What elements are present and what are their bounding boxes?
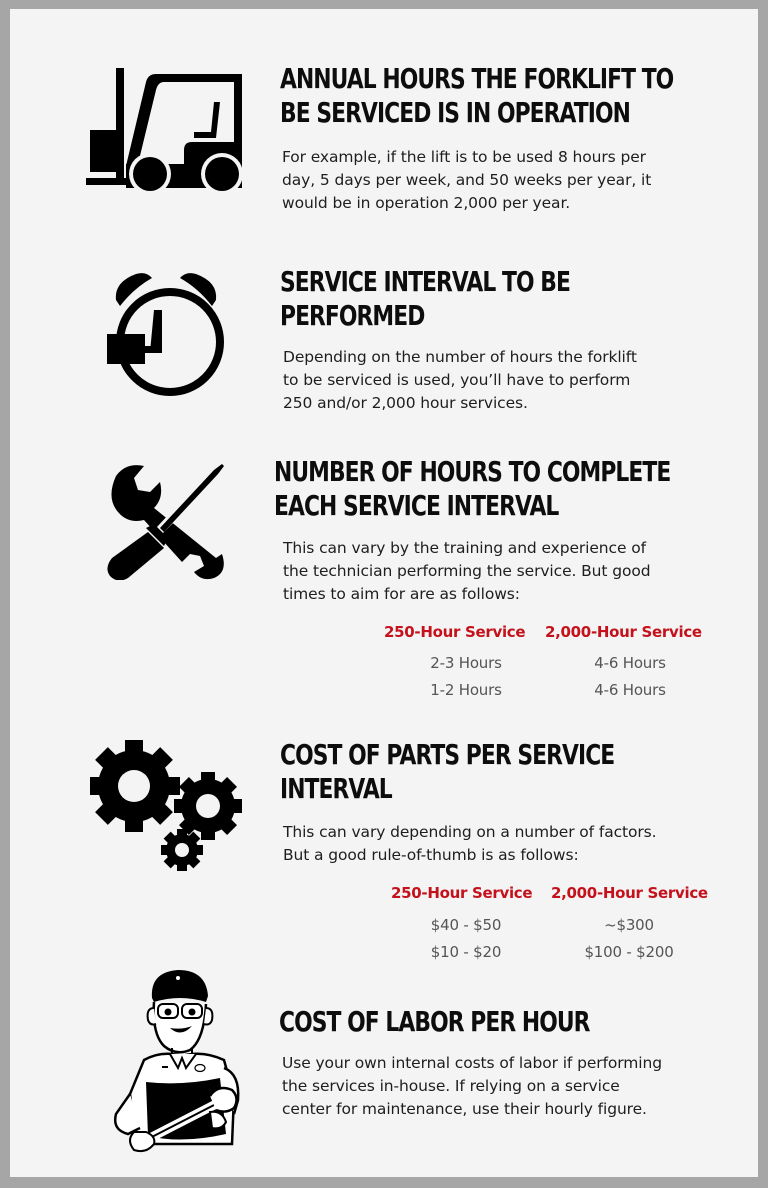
title-line: EACH SERVICE INTERVAL	[274, 489, 559, 522]
section-3-title	[274, 455, 670, 523]
body-line: the services in-house. If relying on a service	[282, 1077, 620, 1095]
wrench-screwdriver-icon	[104, 462, 228, 580]
body-line: would be in operation 2,000 per year.	[282, 194, 571, 212]
section-4-title	[280, 738, 614, 806]
section-4-body	[283, 821, 656, 867]
body-line: This can vary depending on a number of factors.	[283, 823, 657, 841]
section-1-body	[282, 146, 651, 215]
body-line: day, 5 days per week, and 50 weeks per year, it	[282, 171, 652, 189]
table-header: 250-Hour Service	[391, 884, 533, 902]
body-line: times to aim for are as follows:	[283, 585, 520, 603]
title-line: SERVICE INTERVAL TO BE	[280, 265, 570, 298]
gears-icon	[90, 740, 242, 872]
body-line: For example, if the lift is to be used 8 hours per	[282, 148, 646, 166]
table-cell: 4-6 Hours	[594, 654, 666, 672]
title-line: ANNUAL HOURS THE FORKLIFT TO	[280, 62, 674, 95]
body-line: Depending on the number of hours the forklift	[283, 348, 637, 366]
table-cell: $100 - $200	[584, 943, 674, 961]
section-2-body	[283, 346, 637, 415]
table-header: 2,000-Hour Service	[545, 623, 702, 641]
title-line: COST OF LABOR PER HOUR	[279, 1005, 590, 1038]
alarm-clock-icon	[106, 266, 226, 398]
table-cell: 2-3 Hours	[430, 654, 502, 672]
body-line: Use your own internal costs of labor if performing	[282, 1054, 662, 1072]
title-line: BE SERVICED IS IN OPERATION	[280, 96, 630, 129]
section-2-title	[280, 265, 570, 333]
body-line: center for maintenance, use their hourly figure.	[282, 1100, 647, 1118]
title-line: COST OF PARTS PER SERVICE	[280, 738, 615, 771]
section-3-body	[283, 537, 650, 606]
table-cell: $40 - $50	[430, 916, 502, 934]
forklift-icon	[86, 68, 248, 196]
body-line: This can vary by the training and experience of	[283, 539, 646, 557]
table-cell: 1-2 Hours	[430, 681, 502, 699]
body-line: 250 and/or 2,000 hour services.	[283, 394, 528, 412]
table-cell: ~$300	[604, 916, 654, 934]
section-1-title	[280, 62, 673, 130]
table-cell: 4-6 Hours	[594, 681, 666, 699]
mechanic-icon	[106, 964, 246, 1158]
table-cell: $10 - $20	[430, 943, 502, 961]
title-line: NUMBER OF HOURS TO COMPLETE	[274, 455, 671, 488]
section-5-body	[282, 1052, 662, 1121]
title-line: INTERVAL	[280, 772, 392, 805]
title-line: PERFORMED	[280, 299, 425, 332]
body-line: the technician performing the service. But good	[283, 562, 651, 580]
table-header: 2,000-Hour Service	[551, 884, 708, 902]
section-5-title	[279, 1005, 590, 1039]
table-header: 250-Hour Service	[384, 623, 526, 641]
body-line: to be serviced is used, you’ll have to perform	[283, 371, 631, 389]
body-line: But a good rule-of-thumb is as follows:	[283, 846, 579, 864]
